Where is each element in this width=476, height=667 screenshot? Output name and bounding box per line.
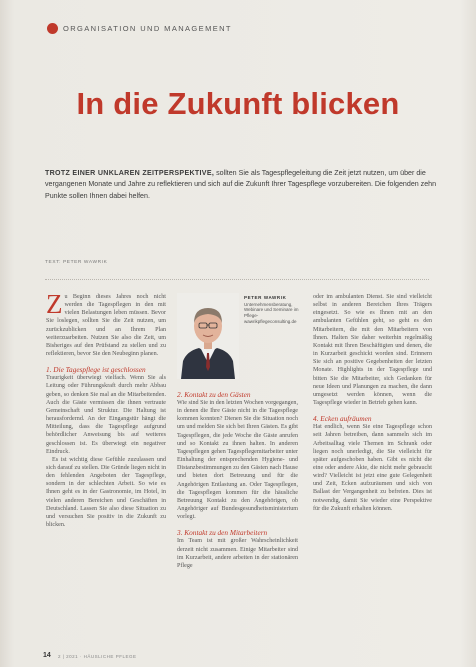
paragraph-3b: oder im ambulanten Dienst. Sie sind vielleicht selbst in anderen Bereichen Ihres Trägers eingesetzt. So wie es Ihnen mit an den ambulanten Gefühlen geht, so geht es den Mitarbeitern, die mit den Mitarbeitern von Ihnen. Halten Sie daher weiterhin regelmäßig Kontakt mit Ihren Beschäftigten und denen, die in Kurzarbeit geschickt worden sind. Erinnern Sie sich an positive Gegebenheiten der letzten Monate. Highlights in der Tagespflege und bitten Sie die Mitarbeiter, sich Gedanken für neue Ideen und Planungen zu machen, die dann umgesetzt werden können, wenn die Tagespflege wieder in Betrieb gehen kann. [313,294,432,407]
text-column-1 [46,289,166,529]
author-byline: TEXT: PETER WAWRIK [45,260,108,265]
subheading-4: 4. Ecken aufräumen [313,414,372,424]
divider-rule [45,279,429,280]
section-marker-dot [47,23,58,34]
paragraph-4: Hat endlich, wenn Sie eine Tagespflege schon seit Jahren betreiben, dann sammeln sich im Arbeitsalltag viele Themen im Schrank oder liegen noch unerledigt, die Sie vielleicht für später aufgeschoben haben. Gibt es nicht die eine oder andere Akte, die nicht mehr gebraucht wird? Vielleicht ist jetzt eine gute Gelegenheit und Zeit, Ecken aufzuräumen und sich von Ballast der Vergangenheit zu befreien. Dies ist notwendig, damit Sie wieder eine Perspektive für die Zukunft erhalten können. [313,424,432,512]
section-label: ORGANISATION UND MANAGEMENT [63,24,232,33]
subheading-2: 2. Kontakt zu den Gästen [177,390,251,399]
paragraph-1b: Es ist wichtig diese Gefühle zuzulassen und sich darauf zu stellen. Die Gründe liegen nicht in den fehlenden Angeboten der Tagespflege, sondern in der schlechten Arbeit. So wie es Ihnen geht es in der Gastronomie, im Hotel, in vielen anderen Bereichen und Geschäften in Deutschland. Lassen Sie also diese Situation zu und versuchen Sie positiv in die Zukunft zu blicken. [46,456,166,529]
article-lead [45,168,443,202]
article-title: In die Zukunft blicken [76,86,400,121]
intro-text: u Beginn dieses Jahres noch nicht werden die Tagespflegen in den mit vielen Belastungen leben müssen. Bevor Sie loslegen, sollten Sie die Zeit nutzen, um zurückzublicken und an Ihrem Plan weiterzuarbeiten. Nutzen Sie also die Zeit, um Bisheriges auf den Prüfstand zu stellen und zu reflektieren, bevor Sie den Neubeginn planen. [46,294,166,358]
paragraph-2: Wie sind Sie in den letzten Wochen vorgegangen, in denen die Ihre Gäste nicht in die Tagespflege kommen konnten? Dienen Sie die Situation noch um und melden Sie sich bei Ihren Gästen. Es gibt Tagespflegen, die jede Woche die Gäste anrufen und so Kontakt zu ihnen halten. In anderen Tagespflegen gehen Tagespflegemitarbeiter unter Einhaltung der entsprechenden Hygiene- und Distanzbestimmungen zu den Gästen nach Hause und bieten dort Betreuung und für die Angehörigen Entlastung an. Oder Tagespflegen, die Tagespflegen kommen für die häusliche Betreuung Kontakt zu den Angehörigen, ob Angehöriger auf Bundesgesundheitsministerium vorlegt. [177,400,298,521]
intro-paragraph [46,289,166,358]
drop-cap: Z [46,289,63,319]
magazine-footer: 2 | 2021 · HÄUSLICHE PFLEGE [58,654,137,659]
paragraph-3: Im Team ist mit großer Wahrscheinlichkeit derzeit nicht zusammen. Einige Mitarbeiter sind im Kurzarbeit, andere arbeiten in der stationären Pflege [177,538,298,569]
portrait-description: Unternehmensberatung, Webinare und Seminare im Pflege-wawrikpflegeconsulting.de [244,301,299,324]
portrait-name: PETER WAWRIK [244,295,287,300]
column-2-text [177,390,298,570]
page-number: 14 [43,652,51,659]
subheading-3: 3. Kontakt zu den Mitarbeitern [177,528,268,538]
lead-text: sollten Sie als Tagespflegeleitung die Zeit jetzt nutzen, um über die vergangenen Monate und Jahre zu reflektieren und sich auf die Zukunft Ihrer Tagespflege vorzubereiten. Die folgenden zehn Punkte sollen Ihnen dabei helfen. [45,169,437,200]
paragraph-1: Traurigkeit überwiegt vielfach. Wenn Sie als Leitung oder Führungskraft durch mehr Abbau geben, so denken Sie mal an die Mitarbeitenden. Auch die Gäste vermissen die ihnen vertraute Gemeinschaft und Struktur. Die Haltung ist herausfordernd. An der Eingangstür hängt die Mitteilung, dass die Tagespflege aufgrund behördlicher Anweisung bis auf weiteres geschlossen ist. Es überwiegt ein negativer Eindruck. [46,375,166,455]
portrait-caption [244,295,302,325]
author-portrait [177,293,239,379]
subheading-1: 1. Die Tagespflege ist geschlossen [46,365,146,375]
author-portrait-image [177,293,239,379]
lead-kicker: TROTZ EINER UNKLAREN ZEITPERSPEKTIVE, [45,169,215,177]
text-column-3 [313,293,432,513]
